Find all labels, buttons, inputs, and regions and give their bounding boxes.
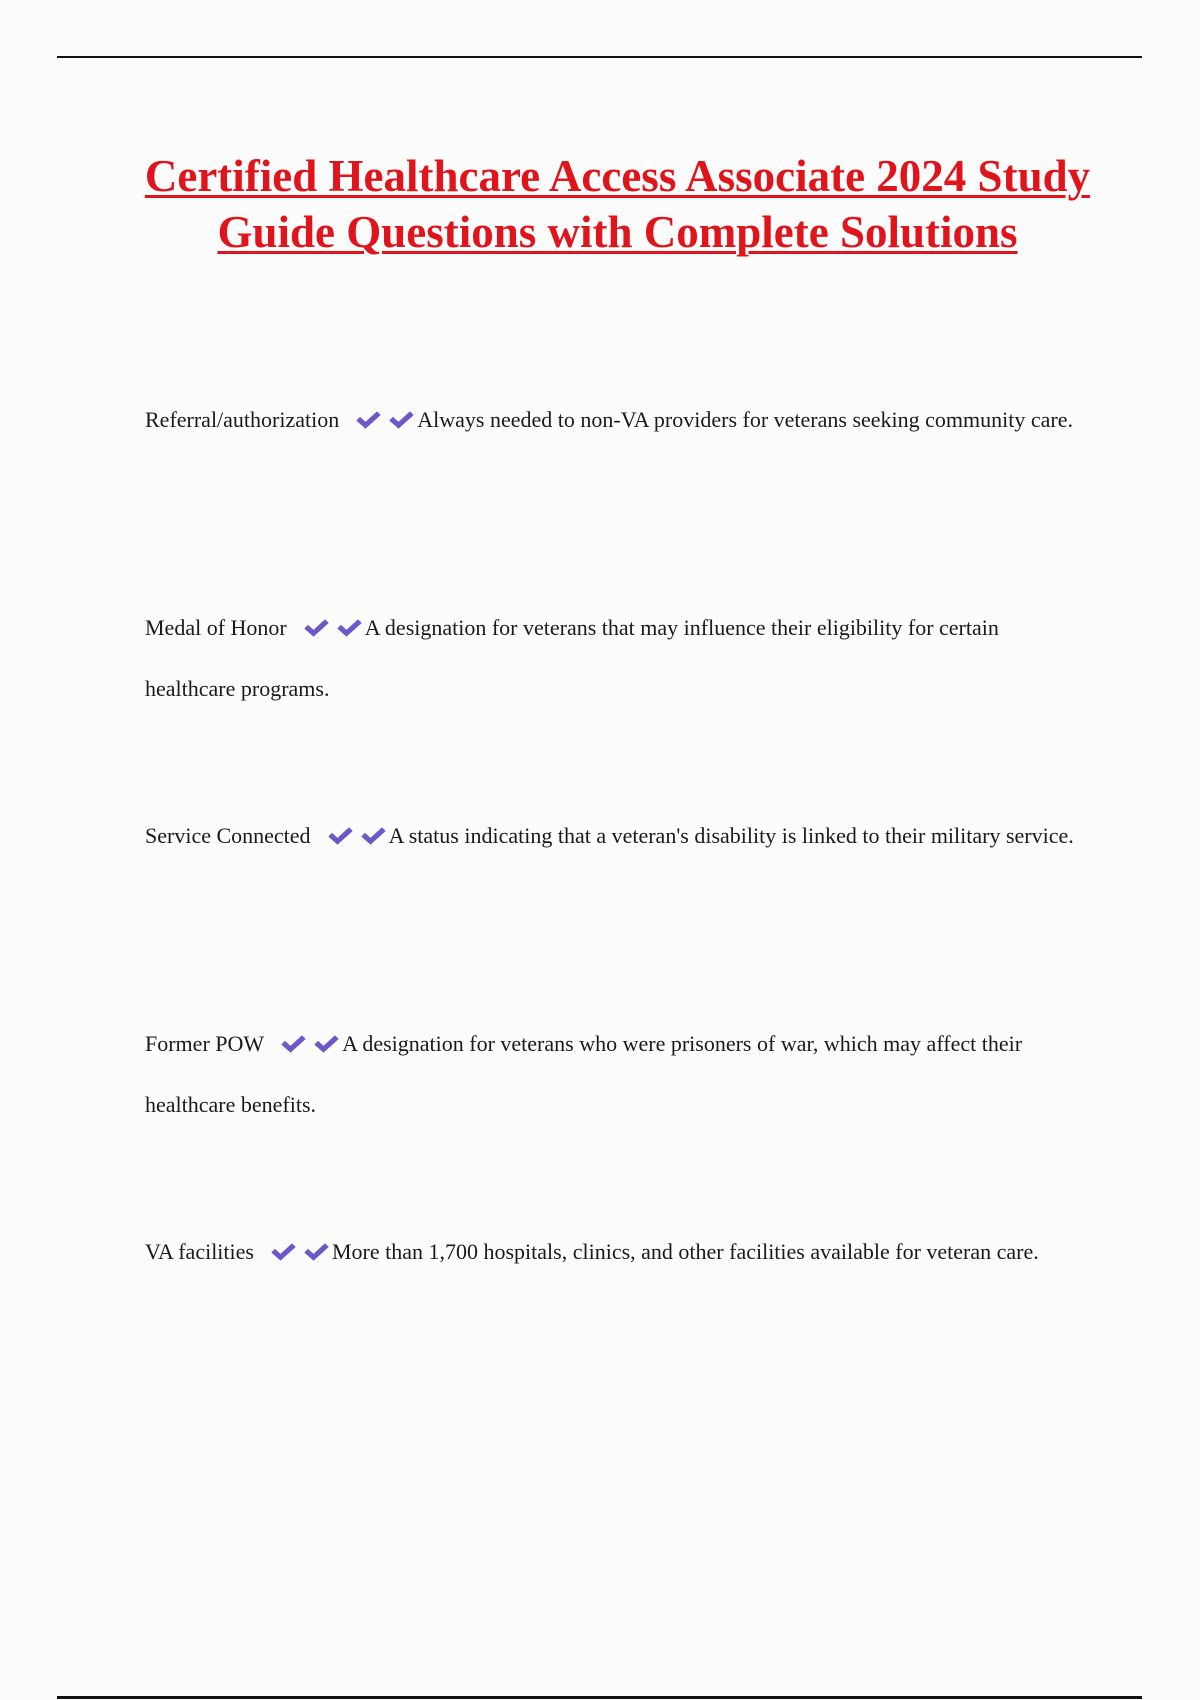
entry-term: Service Connected bbox=[145, 823, 311, 848]
check-icon bbox=[303, 618, 330, 638]
check-icon bbox=[270, 1242, 297, 1262]
entry-definition: A status indicating that a veteran's disability is linked to their military service. bbox=[388, 823, 1074, 848]
qa-entry bbox=[145, 1221, 1085, 1282]
document-title: Certified Healthcare Access Associate 2024 Study Guide Questions with Complete Solutions bbox=[144, 151, 1091, 257]
entry-definition: A designation for veterans that may influence their eligibility for certain healthcare programs. bbox=[145, 615, 999, 701]
check-marks bbox=[355, 389, 415, 450]
qa-entry bbox=[145, 805, 1085, 866]
check-icon bbox=[303, 1242, 330, 1262]
check-icon bbox=[327, 826, 354, 846]
check-icon bbox=[355, 410, 382, 430]
bottom-divider bbox=[57, 1696, 1142, 1699]
check-icon bbox=[336, 618, 363, 638]
entry-term: Medal of Honor bbox=[145, 615, 287, 640]
check-icon bbox=[388, 410, 415, 430]
entry-term: VA facilities bbox=[145, 1239, 254, 1264]
check-icon bbox=[360, 826, 387, 846]
top-divider bbox=[57, 56, 1142, 58]
check-marks bbox=[327, 805, 387, 866]
check-marks bbox=[270, 1221, 330, 1282]
entry-definition: Always needed to non-VA providers for veterans seeking community care. bbox=[417, 407, 1073, 432]
qa-entry bbox=[145, 1013, 1085, 1135]
check-icon bbox=[313, 1034, 340, 1054]
entry-term: Former POW bbox=[145, 1031, 265, 1056]
qa-entry bbox=[145, 389, 1085, 450]
qa-entry bbox=[145, 597, 1085, 719]
entry-definition: A designation for veterans who were prisoners of war, which may affect their healthcare benefits. bbox=[145, 1031, 1023, 1117]
check-marks bbox=[303, 597, 363, 658]
check-icon bbox=[280, 1034, 307, 1054]
entry-term: Referral/authorization bbox=[145, 407, 340, 432]
entry-definition: More than 1,700 hospitals, clinics, and other facilities available for veteran care. bbox=[331, 1239, 1039, 1264]
check-marks bbox=[280, 1013, 340, 1074]
